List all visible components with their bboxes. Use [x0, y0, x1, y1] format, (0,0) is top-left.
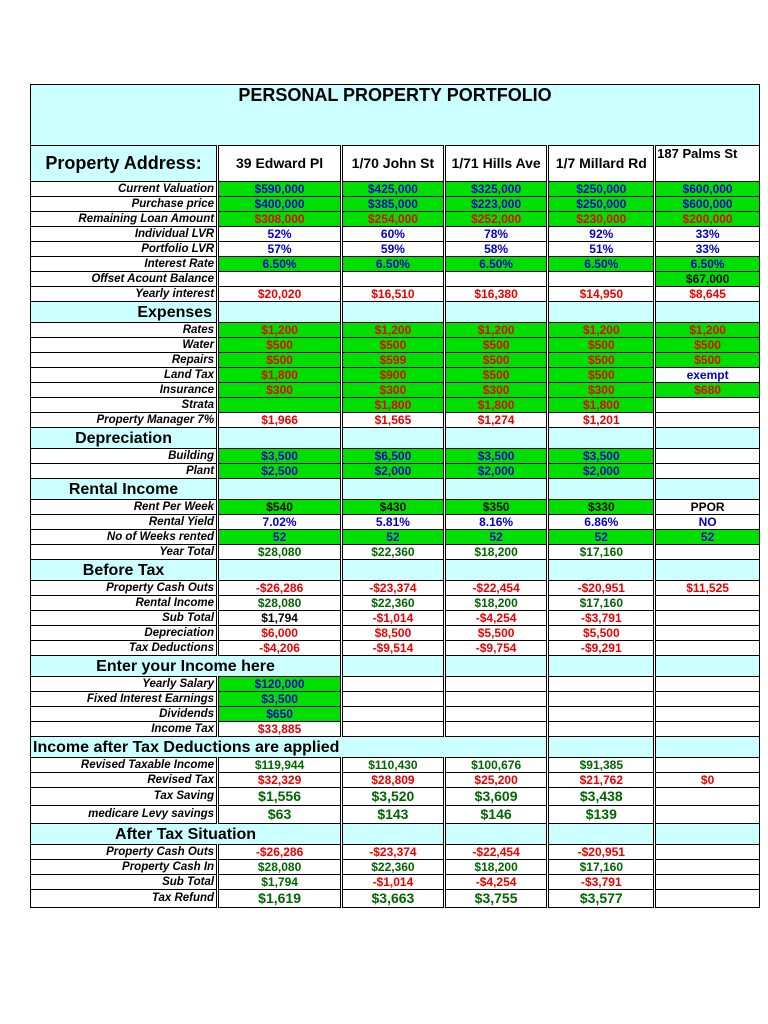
cell-dividends-4[interactable] [548, 707, 655, 722]
cell-building-4[interactable]: $3,500 [548, 449, 655, 464]
section-empty-cell [342, 656, 445, 677]
cell-fixed-interest-1[interactable]: $3,500 [218, 692, 342, 707]
cell-property-manager-2[interactable]: $1,565 [342, 413, 445, 428]
cell-remaining-loan-2[interactable]: $254,000 [342, 212, 445, 227]
cell-property-cash-outs-2[interactable]: -$23,374 [342, 581, 445, 596]
cell-year-total-4[interactable]: $17,160 [548, 545, 655, 560]
cell-at-cash-in-5[interactable] [655, 860, 760, 875]
cell-tax-deductions-1[interactable]: -$4,206 [218, 641, 342, 656]
cell-at-cash-outs-4[interactable]: -$20,951 [548, 845, 655, 860]
row-label-fixed-interest: Fixed Interest Earnings [31, 692, 218, 707]
cell-at-sub-total-1[interactable]: $1,794 [218, 875, 342, 890]
row-label-land-tax: Land Tax [31, 368, 218, 383]
row-label-rates: Rates [31, 323, 218, 338]
cell-property-manager-4[interactable]: $1,201 [548, 413, 655, 428]
section-empty-cell [548, 479, 655, 500]
cell-depreciation-row-5[interactable] [655, 626, 760, 641]
property-address-4[interactable]: 1/7 Millard Rd [548, 146, 655, 182]
cell-year-total-1[interactable]: $28,080 [218, 545, 342, 560]
section-empty-cell [548, 428, 655, 449]
cell-at-sub-total-4[interactable]: -$3,791 [548, 875, 655, 890]
section-empty-cell [218, 479, 342, 500]
cell-rates-2[interactable]: $1,200 [342, 323, 445, 338]
section-heading-rental-income: Rental Income [31, 479, 218, 500]
cell-dividends-1[interactable]: $650 [218, 707, 342, 722]
cell-fixed-interest-3[interactable] [444, 692, 548, 707]
cell-portfolio-lvr-5[interactable]: 33% [655, 242, 760, 257]
cell-strata-2[interactable]: $1,800 [342, 398, 445, 413]
row-label-insurance: Insurance [31, 383, 218, 398]
cell-water-5[interactable]: $500 [655, 338, 760, 353]
cell-plant-1[interactable]: $2,500 [218, 464, 342, 479]
cell-purchase-price-5[interactable]: $600,000 [655, 197, 760, 212]
cell-individual-lvr-5[interactable]: 33% [655, 227, 760, 242]
cell-rental-yield-4[interactable]: 6.86% [548, 515, 655, 530]
cell-building-5[interactable] [655, 449, 760, 464]
row-label-offset-balance: Offset Acount Balance [31, 272, 218, 287]
cell-yearly-interest-4[interactable]: $14,950 [548, 287, 655, 302]
cell-fixed-interest-5[interactable] [655, 692, 760, 707]
section-empty-cell [655, 479, 760, 500]
cell-depreciation-row-1[interactable]: $6,000 [218, 626, 342, 641]
cell-revised-taxable-1[interactable]: $119,944 [218, 758, 342, 773]
cell-yearly-salary-5[interactable] [655, 677, 760, 692]
cell-purchase-price-3[interactable]: $223,000 [444, 197, 548, 212]
cell-rent-per-week-4[interactable]: $330 [548, 500, 655, 515]
section-empty-cell [218, 302, 342, 323]
cell-tax-refund-3[interactable]: $3,755 [444, 890, 548, 908]
cell-weeks-rented-4[interactable]: 52 [548, 530, 655, 545]
row-label-at-sub-total: Sub Total [31, 875, 218, 890]
cell-rent-per-week-5[interactable]: PPOR [655, 500, 760, 515]
section-empty-cell [342, 302, 445, 323]
cell-rental-yield-5[interactable]: NO [655, 515, 760, 530]
cell-property-cash-outs-1[interactable]: -$26,286 [218, 581, 342, 596]
cell-at-cash-outs-1[interactable]: -$26,286 [218, 845, 342, 860]
cell-medicare-2[interactable]: $143 [342, 806, 445, 824]
cell-strata-4[interactable]: $1,800 [548, 398, 655, 413]
cell-rent-per-week-2[interactable]: $430 [342, 500, 445, 515]
cell-tax-refund-2[interactable]: $3,663 [342, 890, 445, 908]
section-empty-cell [342, 428, 445, 449]
cell-rates-3[interactable]: $1,200 [444, 323, 548, 338]
portfolio-spreadsheet [30, 84, 760, 908]
cell-purchase-price-4[interactable]: $250,000 [548, 197, 655, 212]
row-label-tax-saving: Tax Saving [31, 788, 218, 806]
cell-dividends-5[interactable] [655, 707, 760, 722]
cell-tax-refund-4[interactable]: $3,577 [548, 890, 655, 908]
cell-purchase-price-2[interactable]: $385,000 [342, 197, 445, 212]
row-label-property-manager: Property Manager 7% [31, 413, 218, 428]
cell-revised-tax-2[interactable]: $28,809 [342, 773, 445, 788]
row-label-purchase-price: Purchase price [31, 197, 218, 212]
cell-insurance-4[interactable]: $300 [548, 383, 655, 398]
cell-offset-balance-3[interactable] [444, 272, 548, 287]
section-empty-cell [218, 428, 342, 449]
section-empty-cell [548, 656, 655, 677]
section-empty-cell [655, 302, 760, 323]
cell-tax-refund-1[interactable]: $1,619 [218, 890, 342, 908]
cell-revised-taxable-2[interactable]: $110,430 [342, 758, 445, 773]
row-label-rent-per-week: Rent Per Week [31, 500, 218, 515]
cell-portfolio-lvr-1[interactable]: 57% [218, 242, 342, 257]
row-label-revised-taxable: Revised Taxable Income [31, 758, 218, 773]
row-label-water: Water [31, 338, 218, 353]
cell-property-manager-5[interactable] [655, 413, 760, 428]
cell-at-cash-outs-5[interactable] [655, 845, 760, 860]
section-empty-cell [655, 560, 760, 581]
cell-plant-5[interactable] [655, 464, 760, 479]
cell-fixed-interest-2[interactable] [342, 692, 445, 707]
cell-offset-balance-5[interactable]: $67,000 [655, 272, 760, 287]
section-heading-enter-income: Enter your Income here [31, 656, 342, 677]
cell-revised-taxable-4[interactable]: $91,385 [548, 758, 655, 773]
section-heading-income-after: Income after Tax Deductions are applied [31, 737, 548, 758]
cell-portfolio-lvr-4[interactable]: 51% [548, 242, 655, 257]
section-heading-depreciation: Depreciation [31, 428, 218, 449]
cell-sub-total-3[interactable]: -$4,254 [444, 611, 548, 626]
cell-at-cash-in-3[interactable]: $18,200 [444, 860, 548, 875]
cell-year-total-5[interactable] [655, 545, 760, 560]
row-label-individual-lvr: Individual LVR [31, 227, 218, 242]
section-empty-cell [548, 824, 655, 845]
section-empty-cell [342, 824, 445, 845]
cell-yearly-interest-3[interactable]: $16,380 [444, 287, 548, 302]
cell-income-tax-4[interactable] [548, 722, 655, 737]
row-label-yearly-interest: Yearly interest [31, 287, 218, 302]
cell-repairs-4[interactable]: $500 [548, 353, 655, 368]
cell-yearly-interest-2[interactable]: $16,510 [342, 287, 445, 302]
row-label-rental-income-row: Rental Income [31, 596, 218, 611]
cell-revised-tax-5[interactable]: $0 [655, 773, 760, 788]
cell-tax-saving-4[interactable]: $3,438 [548, 788, 655, 806]
property-address-1[interactable]: 39 Edward Pl [218, 146, 342, 182]
cell-rental-income-row-4[interactable]: $17,160 [548, 596, 655, 611]
cell-fixed-interest-4[interactable] [548, 692, 655, 707]
row-label-rental-yield: Rental Yield [31, 515, 218, 530]
cell-current-valuation-5[interactable]: $600,000 [655, 182, 760, 197]
cell-rates-5[interactable]: $1,200 [655, 323, 760, 338]
cell-year-total-3[interactable]: $18,200 [444, 545, 548, 560]
row-label-property-cash-outs: Property Cash Outs [31, 581, 218, 596]
cell-individual-lvr-3[interactable]: 78% [444, 227, 548, 242]
property-address-5[interactable]: 187 Palms St [655, 146, 760, 182]
cell-portfolio-lvr-3[interactable]: 58% [444, 242, 548, 257]
cell-land-tax-1[interactable]: $1,800 [218, 368, 342, 383]
cell-weeks-rented-2[interactable]: 52 [342, 530, 445, 545]
cell-tax-refund-5[interactable] [655, 890, 760, 908]
cell-yearly-salary-1[interactable]: $120,000 [218, 677, 342, 692]
cell-income-tax-2[interactable] [342, 722, 445, 737]
cell-rental-yield-2[interactable]: 5.81% [342, 515, 445, 530]
cell-plant-3[interactable]: $2,000 [444, 464, 548, 479]
cell-income-tax-3[interactable] [444, 722, 548, 737]
cell-repairs-2[interactable]: $599 [342, 353, 445, 368]
section-heading-expenses: Expenses [31, 302, 218, 323]
section-empty-cell [444, 656, 548, 677]
cell-rental-yield-1[interactable]: 7.02% [218, 515, 342, 530]
cell-property-manager-3[interactable]: $1,274 [444, 413, 548, 428]
cell-medicare-4[interactable]: $139 [548, 806, 655, 824]
cell-medicare-5[interactable] [655, 806, 760, 824]
cell-interest-rate-1[interactable]: 6.50% [218, 257, 342, 272]
row-label-revised-tax: Revised Tax [31, 773, 218, 788]
cell-yearly-salary-4[interactable] [548, 677, 655, 692]
cell-insurance-3[interactable]: $300 [444, 383, 548, 398]
section-empty-cell [444, 560, 548, 581]
cell-yearly-salary-3[interactable] [444, 677, 548, 692]
cell-weeks-rented-3[interactable]: 52 [444, 530, 548, 545]
cell-rental-yield-3[interactable]: 8.16% [444, 515, 548, 530]
property-address-3[interactable]: 1/71 Hills Ave [444, 146, 548, 182]
cell-medicare-1[interactable]: $63 [218, 806, 342, 824]
cell-plant-2[interactable]: $2,000 [342, 464, 445, 479]
cell-at-sub-total-3[interactable]: -$4,254 [444, 875, 548, 890]
cell-at-sub-total-5[interactable] [655, 875, 760, 890]
cell-rent-per-week-3[interactable]: $350 [444, 500, 548, 515]
cell-at-cash-outs-2[interactable]: -$23,374 [342, 845, 445, 860]
cell-property-cash-outs-4[interactable]: -$20,951 [548, 581, 655, 596]
section-empty-cell [548, 737, 655, 758]
cell-tax-deductions-2[interactable]: -$9,514 [342, 641, 445, 656]
cell-strata-3[interactable]: $1,800 [444, 398, 548, 413]
cell-offset-balance-4[interactable] [548, 272, 655, 287]
cell-tax-saving-2[interactable]: $3,520 [342, 788, 445, 806]
cell-current-valuation-4[interactable]: $250,000 [548, 182, 655, 197]
cell-current-valuation-2[interactable]: $425,000 [342, 182, 445, 197]
row-label-repairs: Repairs [31, 353, 218, 368]
cell-building-2[interactable]: $6,500 [342, 449, 445, 464]
sheet-title: PERSONAL PROPERTY PORTFOLIO [31, 85, 760, 146]
cell-repairs-1[interactable]: $500 [218, 353, 342, 368]
cell-tax-saving-5[interactable] [655, 788, 760, 806]
cell-water-1[interactable]: $500 [218, 338, 342, 353]
cell-revised-taxable-3[interactable]: $100,676 [444, 758, 548, 773]
section-heading-before-tax: Before Tax [31, 560, 218, 581]
cell-weeks-rented-1[interactable]: 52 [218, 530, 342, 545]
cell-building-1[interactable]: $3,500 [218, 449, 342, 464]
cell-tax-saving-3[interactable]: $3,609 [444, 788, 548, 806]
row-label-remaining-loan: Remaining Loan Amount [31, 212, 218, 227]
row-label-at-cash-outs: Property Cash Outs [31, 845, 218, 860]
section-empty-cell [655, 824, 760, 845]
section-empty-cell [444, 302, 548, 323]
cell-rates-1[interactable]: $1,200 [218, 323, 342, 338]
cell-rental-income-row-1[interactable]: $28,080 [218, 596, 342, 611]
row-label-at-cash-in: Property Cash In [31, 860, 218, 875]
cell-depreciation-row-2[interactable]: $8,500 [342, 626, 445, 641]
row-label-yearly-salary: Yearly Salary [31, 677, 218, 692]
section-empty-cell [655, 428, 760, 449]
row-label-portfolio-lvr: Portfolio LVR [31, 242, 218, 257]
cell-at-cash-in-4[interactable]: $17,160 [548, 860, 655, 875]
cell-yearly-interest-5[interactable]: $8,645 [655, 287, 760, 302]
cell-tax-saving-1[interactable]: $1,556 [218, 788, 342, 806]
row-label-plant: Plant [31, 464, 218, 479]
cell-property-cash-outs-3[interactable]: -$22,454 [444, 581, 548, 596]
cell-purchase-price-1[interactable]: $400,000 [218, 197, 342, 212]
cell-weeks-rented-5[interactable]: 52 [655, 530, 760, 545]
cell-repairs-3[interactable]: $500 [444, 353, 548, 368]
row-label-strata: Strata [31, 398, 218, 413]
row-label-medicare: medicare Levy savings [31, 806, 218, 824]
section-empty-cell [444, 479, 548, 500]
cell-individual-lvr-4[interactable]: 92% [548, 227, 655, 242]
section-empty-cell [548, 560, 655, 581]
cell-yearly-interest-1[interactable]: $20,020 [218, 287, 342, 302]
cell-revised-tax-1[interactable]: $32,329 [218, 773, 342, 788]
cell-remaining-loan-5[interactable]: $200,000 [655, 212, 760, 227]
cell-interest-rate-5[interactable]: 6.50% [655, 257, 760, 272]
cell-tax-deductions-4[interactable]: -$9,291 [548, 641, 655, 656]
property-address-2[interactable]: 1/70 John St [342, 146, 445, 182]
cell-revised-tax-3[interactable]: $25,200 [444, 773, 548, 788]
section-empty-cell [655, 737, 760, 758]
cell-income-tax-5[interactable] [655, 722, 760, 737]
row-label-depreciation-row: Depreciation [31, 626, 218, 641]
cell-current-valuation-1[interactable]: $590,000 [218, 182, 342, 197]
section-empty-cell [444, 428, 548, 449]
cell-at-cash-outs-3[interactable]: -$22,454 [444, 845, 548, 860]
cell-land-tax-4[interactable]: $500 [548, 368, 655, 383]
row-label-weeks-rented: No of Weeks rented [31, 530, 218, 545]
cell-interest-rate-4[interactable]: 6.50% [548, 257, 655, 272]
row-label-year-total: Year Total [31, 545, 218, 560]
row-label-tax-refund: Tax Refund [31, 890, 218, 908]
cell-rent-per-week-1[interactable]: $540 [218, 500, 342, 515]
cell-insurance-2[interactable]: $300 [342, 383, 445, 398]
row-label-dividends: Dividends [31, 707, 218, 722]
row-label-interest-rate: Interest Rate [31, 257, 218, 272]
cell-water-3[interactable]: $500 [444, 338, 548, 353]
cell-sub-total-1[interactable]: $1,794 [218, 611, 342, 626]
cell-strata-5[interactable] [655, 398, 760, 413]
cell-interest-rate-3[interactable]: 6.50% [444, 257, 548, 272]
row-label-sub-total: Sub Total [31, 611, 218, 626]
cell-repairs-5[interactable]: $500 [655, 353, 760, 368]
section-empty-cell [444, 824, 548, 845]
cell-current-valuation-3[interactable]: $325,000 [444, 182, 548, 197]
cell-medicare-3[interactable]: $146 [444, 806, 548, 824]
cell-rates-4[interactable]: $1,200 [548, 323, 655, 338]
cell-revised-tax-4[interactable]: $21,762 [548, 773, 655, 788]
cell-interest-rate-2[interactable]: 6.50% [342, 257, 445, 272]
cell-portfolio-lvr-2[interactable]: 59% [342, 242, 445, 257]
row-label-tax-deductions: Tax Deductions [31, 641, 218, 656]
cell-offset-balance-1[interactable] [218, 272, 342, 287]
cell-land-tax-2[interactable]: $900 [342, 368, 445, 383]
cell-remaining-loan-4[interactable]: $230,000 [548, 212, 655, 227]
cell-land-tax-3[interactable]: $500 [444, 368, 548, 383]
row-label-current-valuation: Current Valuation [31, 182, 218, 197]
section-empty-cell [548, 302, 655, 323]
section-empty-cell [342, 560, 445, 581]
cell-insurance-5[interactable]: $680 [655, 383, 760, 398]
cell-at-cash-in-2[interactable]: $22,360 [342, 860, 445, 875]
cell-rental-income-row-3[interactable]: $18,200 [444, 596, 548, 611]
cell-depreciation-row-4[interactable]: $5,500 [548, 626, 655, 641]
cell-tax-deductions-5[interactable] [655, 641, 760, 656]
cell-rental-income-row-5[interactable] [655, 596, 760, 611]
cell-revised-taxable-5[interactable] [655, 758, 760, 773]
address-label: Property Address: [31, 146, 218, 182]
section-empty-cell [655, 656, 760, 677]
cell-property-manager-1[interactable]: $1,966 [218, 413, 342, 428]
section-empty-cell [218, 560, 342, 581]
cell-individual-lvr-1[interactable]: 52% [218, 227, 342, 242]
section-empty-cell [342, 479, 445, 500]
cell-remaining-loan-3[interactable]: $252,000 [444, 212, 548, 227]
cell-at-cash-in-1[interactable]: $28,080 [218, 860, 342, 875]
cell-remaining-loan-1[interactable]: $308,000 [218, 212, 342, 227]
cell-sub-total-4[interactable]: -$3,791 [548, 611, 655, 626]
cell-rental-income-row-2[interactable]: $22,360 [342, 596, 445, 611]
cell-year-total-2[interactable]: $22,360 [342, 545, 445, 560]
section-heading-after-tax: After Tax Situation [31, 824, 342, 845]
cell-individual-lvr-2[interactable]: 60% [342, 227, 445, 242]
cell-land-tax-5[interactable]: exempt [655, 368, 760, 383]
cell-dividends-3[interactable] [444, 707, 548, 722]
row-label-income-tax: Income Tax [31, 722, 218, 737]
cell-property-cash-outs-5[interactable]: $11,525 [655, 581, 760, 596]
cell-water-4[interactable]: $500 [548, 338, 655, 353]
cell-sub-total-2[interactable]: -$1,014 [342, 611, 445, 626]
cell-building-3[interactable]: $3,500 [444, 449, 548, 464]
cell-dividends-2[interactable] [342, 707, 445, 722]
cell-insurance-1[interactable]: $300 [218, 383, 342, 398]
cell-at-sub-total-2[interactable]: -$1,014 [342, 875, 445, 890]
cell-strata-1[interactable] [218, 398, 342, 413]
cell-plant-4[interactable]: $2,000 [548, 464, 655, 479]
row-label-building: Building [31, 449, 218, 464]
cell-offset-balance-2[interactable] [342, 272, 445, 287]
cell-income-tax-1[interactable]: $33,885 [218, 722, 342, 737]
cell-sub-total-5[interactable] [655, 611, 760, 626]
cell-depreciation-row-3[interactable]: $5,500 [444, 626, 548, 641]
cell-yearly-salary-2[interactable] [342, 677, 445, 692]
cell-tax-deductions-3[interactable]: -$9,754 [444, 641, 548, 656]
cell-water-2[interactable]: $500 [342, 338, 445, 353]
